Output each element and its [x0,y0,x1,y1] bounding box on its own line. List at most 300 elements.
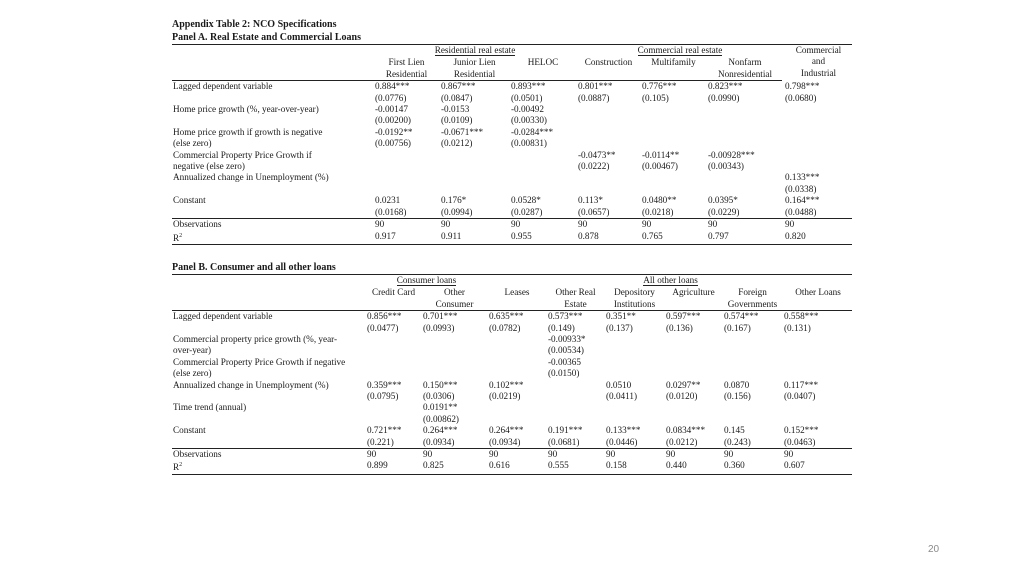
coef-row [172,81,852,93]
coef-cell: 0.133*** [606,425,641,436]
coef-cell [545,380,603,391]
row-label: Annualized change in Unemployment (%) [173,379,329,390]
observations-label: Observations [172,219,372,231]
se-row [172,138,852,149]
se-cell: (0.0212) [441,138,473,149]
coef-cell [782,104,852,115]
se-row [172,345,852,356]
coef-cell [486,334,545,345]
r-squared-label: $R^2$ [172,460,364,474]
row-label: Lagged dependent variable [173,81,273,92]
r-squared-cell: 0.899 [364,460,420,474]
r-squared-cell: 0.158 [603,460,663,474]
row-label: Commercial property price growth (%, year- [173,334,338,344]
coef-cell: 0.867*** [441,81,476,92]
coef-row [172,334,852,345]
group-residential-real-estate: Residential real estate [372,45,575,57]
row-label [172,184,372,195]
panel-a-body [172,81,852,245]
se-cell: (0.0477) [367,322,399,333]
coef-cell: 0.191*** [548,425,583,436]
se-cell [420,345,486,356]
se-cell: (0.00330) [511,115,547,126]
panel-a-group-row [172,45,852,57]
document-body [172,18,852,475]
coef-cell [781,357,852,368]
coef-row [172,195,852,206]
se-cell: (0.00756) [375,138,411,149]
coef-cell: 0.701*** [423,311,458,322]
se-cell: (0.00534) [548,345,584,356]
row-label [172,93,372,104]
se-cell: (0.0338) [785,183,817,194]
coef-cell: 0.0297** [666,379,701,390]
coef-cell: -0.00928*** [708,149,755,160]
observations-cell: 90 [639,219,705,231]
coef-cell: -0.0114** [642,149,680,160]
row-label [172,115,372,126]
observations-cell: 90 [663,449,721,461]
se-cell: (0.0795) [367,391,399,402]
coef-cell [420,334,486,345]
se-cell [575,184,639,195]
column-header: Construction [575,56,639,80]
se-cell: (0.0776) [375,92,407,103]
coef-row [172,127,852,138]
column-header: First Lien Residential [372,56,438,80]
r-squared-row [172,231,852,245]
se-cell: (0.137) [606,322,633,333]
r-squared-cell: 0.820 [782,231,852,245]
coef-row [172,402,852,413]
r-squared-cell: 0.797 [705,231,782,245]
se-cell [508,184,575,195]
se-cell: (0.0934) [489,436,521,447]
coef-cell: -0.0473** [578,149,616,160]
coef-cell [486,402,545,413]
se-cell [603,414,663,425]
coef-cell [372,172,438,183]
coef-cell [575,104,639,115]
row-label: Constant [173,195,206,206]
row-label: Constant [173,425,206,436]
se-row [172,207,852,219]
coef-cell: 0.776*** [642,81,677,92]
panel-b-column-header-row [172,286,852,310]
group-commercial-and-industrial: Commercial and Industrial [782,45,852,81]
panel-a-table [172,44,852,245]
se-cell [721,414,781,425]
se-cell [372,161,438,172]
se-cell [603,368,663,379]
se-cell: (0.0501) [511,92,543,103]
se-row [172,93,852,104]
row-label [172,323,364,334]
se-cell: (0.0120) [666,391,698,402]
se-cell [545,414,603,425]
coef-cell: 0.150*** [423,379,458,390]
coef-cell [508,150,575,161]
r-squared-row [172,460,852,474]
observations-cell: 90 [781,449,852,461]
se-cell [705,184,782,195]
coef-row [172,311,852,323]
coef-row [172,172,852,183]
coef-cell [603,334,663,345]
r-squared-cell: 0.825 [420,460,486,474]
se-cell: (0.0782) [489,322,521,333]
se-cell: (0.0657) [578,206,610,217]
se-cell: (0.00862) [423,413,459,424]
se-cell: (0.0993) [423,322,455,333]
se-cell: (0.243) [724,436,751,447]
se-cell [782,161,852,172]
se-cell: (0.0887) [578,92,610,103]
se-cell [438,184,508,195]
coef-row [172,380,852,391]
se-cell: (0.0934) [423,436,455,447]
coef-cell: 0.133*** [785,172,820,183]
se-cell: (0.0168) [375,206,407,217]
se-cell [721,368,781,379]
coef-cell: -0.00492 [511,104,544,115]
coef-cell [663,357,721,368]
se-cell: (0.0212) [666,436,698,447]
panel-b-title: Panel B. Consumer and all other loans [172,261,336,273]
se-cell: (0.0488) [785,206,817,217]
se-cell: (0.149) [548,322,575,333]
column-header: Other Consumer [420,286,486,310]
r-squared-cell: 0.911 [438,231,508,245]
se-cell [663,345,721,356]
se-cell [639,115,705,126]
coef-cell: 0.893*** [511,81,546,92]
coef-row [172,425,852,436]
se-cell: (0.0994) [441,206,473,217]
row-label: Lagged dependent variable [173,311,273,322]
column-header: Agriculture [663,286,721,310]
coef-cell [663,402,721,413]
se-cell: (0.0847) [441,92,473,103]
row-label: Commercial Property Price Growth if [173,149,312,160]
coef-cell [420,357,486,368]
coef-cell: 0.0528* [511,195,541,206]
se-cell: (0.0150) [548,368,580,379]
se-row [172,437,852,449]
column-header: Multifamily [639,56,705,80]
coef-cell: 0.823*** [708,81,743,92]
coef-cell: 0.884*** [375,81,410,92]
row-label: Home price growth if growth is negative [173,126,323,137]
r-squared-cell: 0.440 [663,460,721,474]
se-cell: (0.0446) [606,436,638,447]
panel-a-title: Panel A. Real Estate and Commercial Loans [172,32,361,43]
se-cell: (0.0218) [642,206,674,217]
group-all-other-loans: All other loans [486,274,852,286]
se-cell: (0.0109) [441,115,473,126]
row-label: over-year) [173,345,212,356]
se-cell: (0.00343) [708,161,744,172]
group-commercial-real-estate: Commercial real estate [575,45,782,57]
coef-cell [575,172,639,183]
coef-cell: 0.102*** [489,379,524,390]
coef-cell: -0.0284*** [511,126,554,137]
se-cell [575,115,639,126]
coef-cell: -0.0192** [375,126,413,137]
column-header: Leases [486,286,545,310]
se-cell [705,138,782,149]
se-cell: (0.156) [724,391,751,402]
coef-cell: 0.0834*** [666,425,706,436]
coef-cell [603,357,663,368]
se-cell: (0.0681) [548,436,580,447]
panel-b-header [172,274,852,310]
se-cell [364,345,420,356]
coef-cell: 0.798*** [785,80,820,91]
coef-cell: 0.145 [724,425,745,436]
se-cell: (0.0287) [511,206,543,217]
coef-cell [364,334,420,345]
r-squared-cell: 0.555 [545,460,603,474]
coef-cell: 0.152*** [784,425,819,436]
panel-a-header [172,45,852,81]
se-cell: (0.0407) [784,391,816,402]
se-cell: (0.105) [642,92,669,103]
coef-cell [364,357,420,368]
page-number: 20 [928,544,940,555]
se-cell [364,368,420,379]
coef-cell [545,402,603,413]
coef-cell: 0.574*** [724,311,759,322]
se-cell [782,138,852,149]
se-cell [663,414,721,425]
row-label: Commercial Property Price Growth if negative [173,356,346,367]
row-label [172,437,364,449]
coef-cell: 0.117*** [784,379,819,390]
se-cell: (0.0306) [423,391,455,402]
coef-cell [508,172,575,183]
coef-cell [438,172,508,183]
column-header: HELOC [508,56,575,80]
se-cell [705,115,782,126]
row-label: Home price growth (%, year-over-year) [173,104,319,115]
observations-cell: 90 [705,219,782,231]
se-cell: (0.0680) [785,92,817,103]
coef-cell: -0.0153 [441,104,470,115]
observations-cell: 90 [721,449,781,461]
se-cell [575,138,639,149]
coef-cell [705,104,782,115]
row-label: Annualized change in Unemployment (%) [173,172,329,183]
r-squared-cell: 0.607 [781,460,852,474]
coef-cell: 0.0231 [375,195,401,206]
row-label [172,391,364,402]
coef-cell: 0.597*** [666,311,701,322]
panel-b-group-row [172,274,852,286]
observations-cell: 90 [545,449,603,461]
se-cell [781,368,852,379]
observations-cell: 90 [508,219,575,231]
coef-cell: 0.635*** [489,311,524,322]
coef-cell: -0.00365 [548,356,581,367]
r-squared-cell: 0.917 [372,231,438,245]
row-label: Time trend (annual) [173,402,247,413]
row-label: negative (else zero) [173,161,245,172]
se-cell: (0.0411) [606,391,638,402]
coef-cell [486,357,545,368]
se-cell [781,345,852,356]
row-label: (else zero) [173,368,212,379]
coef-cell: 0.176* [441,195,467,206]
coef-cell [721,357,781,368]
se-cell: (0.00831) [511,138,547,149]
column-header: Depository Institutions [603,286,663,310]
coef-cell: 0.573*** [548,311,583,322]
coef-cell [705,172,782,183]
panel-a-column-header-row [172,56,852,80]
se-cell [603,345,663,356]
coef-cell [364,402,420,413]
observations-row [172,219,852,231]
observations-cell: 90 [575,219,639,231]
se-row [172,323,852,334]
coef-row [172,150,852,161]
panel-b-table [172,274,852,475]
se-cell [639,138,705,149]
coef-cell: 0.113* [578,195,603,206]
se-cell: (0.0463) [784,436,816,447]
se-cell: (0.136) [666,322,693,333]
row-label: (else zero) [173,138,212,149]
observations-cell: 90 [486,449,545,461]
observations-label: Observations [172,449,364,461]
coef-cell: -0.0671*** [441,126,484,137]
se-cell: (0.0222) [578,161,610,172]
r-squared-cell: 0.360 [721,460,781,474]
se-cell: (0.00200) [375,115,411,126]
observations-cell: 90 [372,219,438,231]
observations-cell: 90 [438,219,508,231]
coef-cell: 0.0870 [724,379,750,390]
se-cell [721,345,781,356]
coef-row [172,104,852,115]
se-row [172,391,852,402]
coef-cell [639,127,705,138]
se-cell [364,414,420,425]
observations-cell: 90 [603,449,663,461]
se-cell [545,391,603,402]
coef-cell: 0.351** [606,311,636,322]
se-cell [508,161,575,172]
se-cell [420,368,486,379]
coef-cell: -0.00933* [548,334,586,344]
coef-cell [721,334,781,345]
coef-cell [781,402,852,413]
row-label [172,207,372,219]
r-squared-cell: 0.955 [508,231,575,245]
coef-row [172,357,852,368]
se-cell: (0.221) [367,436,394,447]
coef-cell [639,104,705,115]
coef-cell [639,172,705,183]
coef-cell [438,150,508,161]
se-row [172,414,852,425]
column-header: Other Real Estate [545,286,603,310]
se-cell: (0.00467) [642,161,678,172]
coef-cell [372,150,438,161]
coef-cell [782,127,852,138]
se-cell [782,115,852,126]
coef-cell: 0.164*** [785,195,820,206]
coef-cell: 0.0510 [606,379,632,390]
se-cell [663,368,721,379]
coef-cell [663,334,721,345]
coef-cell [782,150,852,161]
observations-cell: 90 [364,449,420,461]
se-row [172,115,852,126]
se-row [172,184,852,195]
observations-row [172,449,852,461]
coef-cell: 0.264*** [423,425,458,436]
se-cell: (0.131) [784,322,811,333]
appendix-title: Appendix Table 2: NCO Specifications [172,19,337,30]
column-header: Junior Lien Residential [438,56,508,80]
se-row [172,161,852,172]
se-cell: (0.0990) [708,92,740,103]
se-cell: (0.0219) [489,391,521,402]
coef-cell: -0.00147 [375,104,408,115]
r-squared-cell: 0.616 [486,460,545,474]
coef-cell [705,127,782,138]
se-cell: (0.167) [724,322,751,333]
coef-cell: 0.264*** [489,425,524,436]
column-header: Nonfarm Nonresidential [705,56,782,80]
se-cell [639,184,705,195]
coef-cell: 0.856*** [367,311,402,322]
coef-cell [781,334,852,345]
se-cell [372,184,438,195]
coef-cell [575,127,639,138]
row-label [172,414,364,425]
se-cell [486,345,545,356]
se-cell [781,414,852,425]
coef-cell: 0.801*** [578,81,613,92]
r-squared-cell: 0.765 [639,231,705,245]
r-squared-label: $R^2$ [172,231,372,245]
se-row [172,368,852,379]
coef-cell: 0.721*** [367,425,402,436]
se-cell [486,414,545,425]
coef-cell: 0.0191** [423,402,458,413]
se-cell [486,368,545,379]
coef-cell: 0.359*** [367,379,402,390]
coef-cell [603,402,663,413]
column-header: Other Loans [781,286,852,310]
coef-cell: 0.0395* [708,195,738,206]
column-header: Foreign Governments [721,286,781,310]
se-cell [438,161,508,172]
r-squared-cell: 0.878 [575,231,639,245]
observations-cell: 90 [420,449,486,461]
coef-cell [721,402,781,413]
group-consumer-loans: Consumer loans [364,274,486,286]
observations-cell: 90 [782,219,852,231]
column-header: Credit Card [364,286,420,310]
panel-b-body [172,311,852,475]
coef-cell: 0.0480** [642,195,677,206]
se-cell: (0.0229) [708,206,740,217]
coef-cell: 0.558*** [784,311,819,322]
